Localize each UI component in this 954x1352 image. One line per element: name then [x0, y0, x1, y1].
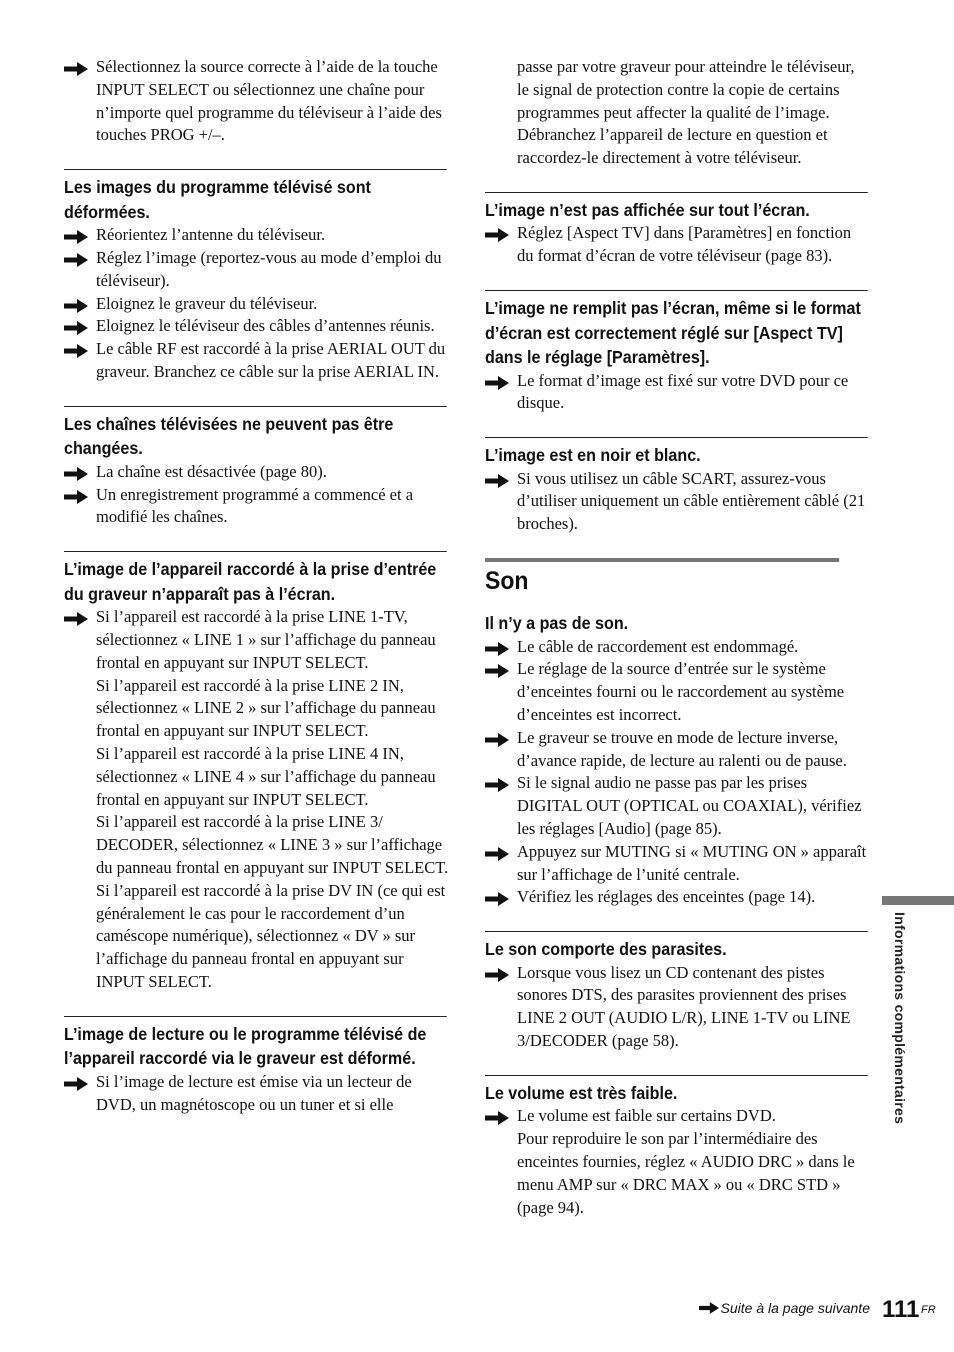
arrow-right-icon: [485, 778, 509, 792]
list-item: Réorientez l’antenne du téléviseur.: [64, 224, 449, 247]
arrow-right-icon: [64, 1077, 88, 1091]
section-heading: Le volume est très faible.: [485, 1075, 868, 1106]
list-item: Le câble de raccordement est endommagé.: [485, 636, 870, 659]
list-item: Réglez [Aspect TV] dans [Paramètres] en fonction du format d’écran de votre téléviseur (page 83).: [485, 222, 870, 268]
section-heading: L’image de l’appareil raccordé à la prise d’entrée du graveur n’apparaît pas à l’écran.: [64, 551, 447, 606]
section-heading: L’image n’est pas affichée sur tout l’écran.: [485, 192, 868, 223]
section-heading: Le son comporte des parasites.: [485, 931, 868, 962]
section-black-white: [485, 437, 870, 536]
section-noise: [485, 931, 870, 1053]
list-item: Le câble RF est raccordé à la prise AERIAL OUT du graveur. Branchez ce câble sur la prise AERIAL IN.: [64, 338, 449, 384]
list-item: Si l’image de lecture est émise via un lecteur de DVD, un magnétoscope ou un tuner et si elle: [64, 1071, 449, 1117]
page-number: 111: [882, 1296, 920, 1323]
list-item: La chaîne est désactivée (page 80).: [64, 461, 449, 484]
arrow-right-icon: [485, 968, 509, 982]
paragraph: Si l’appareil est raccordé à la prise LINE 4 IN, sélectionnez « LINE 4 » sur l’affichage du panneau frontal en appuyant sur INPUT SELECT.: [96, 743, 436, 809]
arrow-right-icon: [485, 474, 509, 488]
list-item: Le graveur se trouve en mode de lecture inverse, d’avance rapide, de lecture au ralenti ou de pause.: [485, 727, 870, 773]
section-not-fullscreen: [485, 192, 870, 268]
major-heading-son: Son: [485, 558, 839, 597]
paragraph: Si l’appareil est raccordé à la prise DV IN (ce qui est généralement le cas pour le raccordement d’un caméscope numérique), sélectionnez « DV » sur l’affichage du panneau frontal en appuyant sur INPUT SELECT.: [96, 880, 446, 991]
arrow-right-icon: [699, 1302, 719, 1314]
arrow-right-icon: [485, 733, 509, 747]
arrow-right-icon: [485, 892, 509, 906]
list-item: Vérifiez les réglages des enceintes (page 14).: [485, 886, 870, 909]
arrow-right-icon: [64, 62, 88, 76]
section-channels: [64, 406, 449, 529]
page-language-code: FR: [921, 1304, 936, 1316]
list-item: Appuyez sur MUTING si « MUTING ON » apparaît sur l’affichage de l’unité centrale.: [485, 841, 870, 887]
arrow-right-icon: [64, 612, 88, 626]
arrow-right-icon: [64, 230, 88, 244]
section-heading: L’image de lecture ou le programme télévisé de l’appareil raccordé via le graveur est déformé.: [64, 1016, 447, 1071]
continued-note: Suite à la page suivante: [650, 1300, 870, 1316]
right-column: [485, 56, 870, 1219]
list-item: Si l’appareil est raccordé à la prise LINE 1-TV, sélectionnez « LINE 1 » sur l’affichage du panneau frontal en appuyant sur INPUT SELECT.: [64, 606, 449, 674]
arrow-right-icon: [485, 376, 509, 390]
list-item: Sélectionnez la source correcte à l’aide de la touche INPUT SELECT ou sélectionnez une chaîne pour n’importe quel programme du téléviseur à l’aide des touches PROG +/–.: [64, 56, 449, 147]
list-item: Le réglage de la source d’entrée sur le système d’enceintes fourni ou le raccordement au système d’enceintes est incorrect.: [485, 658, 870, 726]
arrow-right-icon: [485, 642, 509, 656]
section-heading: Il n’y a pas de son.: [485, 613, 629, 634]
section-heading: Les chaînes télévisées ne peuvent pas être changées.: [64, 406, 447, 461]
section-tab-marker: [882, 896, 954, 905]
arrow-right-icon: [64, 253, 88, 267]
section-heading: Les images du programme télévisé sont déformées.: [64, 169, 447, 224]
arrow-right-icon: [64, 344, 88, 358]
section-heading: L’image ne remplit pas l’écran, même si le format d’écran est correctement réglé sur [Aspect TV] dans le réglage [Paramètres].: [485, 290, 868, 370]
list-item: Le format d’image est fixé sur votre DVD pour ce disque.: [485, 370, 870, 416]
arrow-right-icon: [485, 228, 509, 242]
list-item: Si le signal audio ne passe pas par les prises DIGITAL OUT (OPTICAL ou COAXIAL), vérifiez les réglages [Audio] (page 85).: [485, 772, 870, 840]
arrow-right-icon: [64, 490, 88, 504]
list-item: Si vous utilisez un câble SCART, assurez-vous d’utiliser uniquement un câble entièrement câblé (21 broches).: [485, 468, 870, 536]
side-section-label: Informations complémentaires: [892, 912, 908, 1125]
section-playback-distorted: [64, 1016, 449, 1117]
section-no-sound: [485, 611, 870, 909]
section-input-device: [64, 551, 449, 994]
list-item: Réglez l’image (reportez-vous au mode d’emploi du téléviseur).: [64, 247, 449, 293]
section-low-volume: [485, 1075, 870, 1219]
arrow-right-icon: [485, 847, 509, 861]
list-item: Le volume est faible sur certains DVD.: [485, 1105, 870, 1128]
arrow-right-icon: [64, 467, 88, 481]
left-column: [64, 56, 449, 1116]
section-aspect: [485, 290, 870, 415]
list-item: Lorsque vous lisez un CD contenant des pistes sonores DTS, des parasites proviennent des prises LINE 2 OUT (AUDIO L/R), LINE 1-TV ou LINE 3/DECODER (page 58).: [485, 962, 870, 1053]
arrow-right-icon: [485, 664, 509, 678]
section-heading: L’image est en noir et blanc.: [485, 437, 868, 468]
list-item: Eloignez le graveur du téléviseur.: [64, 293, 449, 316]
arrow-right-icon: [485, 1111, 509, 1125]
list-item: Un enregistrement programmé a commencé et a modifié les chaînes.: [64, 484, 449, 530]
paragraph: Pour reproduire le son par l’intermédiaire des enceintes fournies, réglez « AUDIO DRC » dans le menu AMP sur « DRC MAX » ou « DRC STD » (page 94).: [517, 1129, 855, 1217]
arrow-right-icon: [64, 299, 88, 313]
list-item: Eloignez le téléviseur des câbles d’antennes réunis.: [64, 315, 449, 338]
arrow-right-icon: [64, 321, 88, 335]
section-distorted-tv: [64, 169, 449, 384]
paragraph: passe par votre graveur pour atteindre le téléviseur, le signal de protection contre la copie de certains programmes peut affecter la qualité de l’image. Débranchez l’appareil de lecture en question et raccordez-le directement à votre téléviseur.: [517, 57, 855, 168]
paragraph: Si l’appareil est raccordé à la prise LINE 3/ DECODER, sélectionnez « LINE 3 » sur l’affichage du panneau frontal en appuyant sur INPUT SELECT.: [96, 812, 449, 877]
paragraph: Si l’appareil est raccordé à la prise LINE 2 IN, sélectionnez « LINE 2 » sur l’affichage du panneau frontal en appuyant sur INPUT SELECT.: [96, 675, 436, 741]
